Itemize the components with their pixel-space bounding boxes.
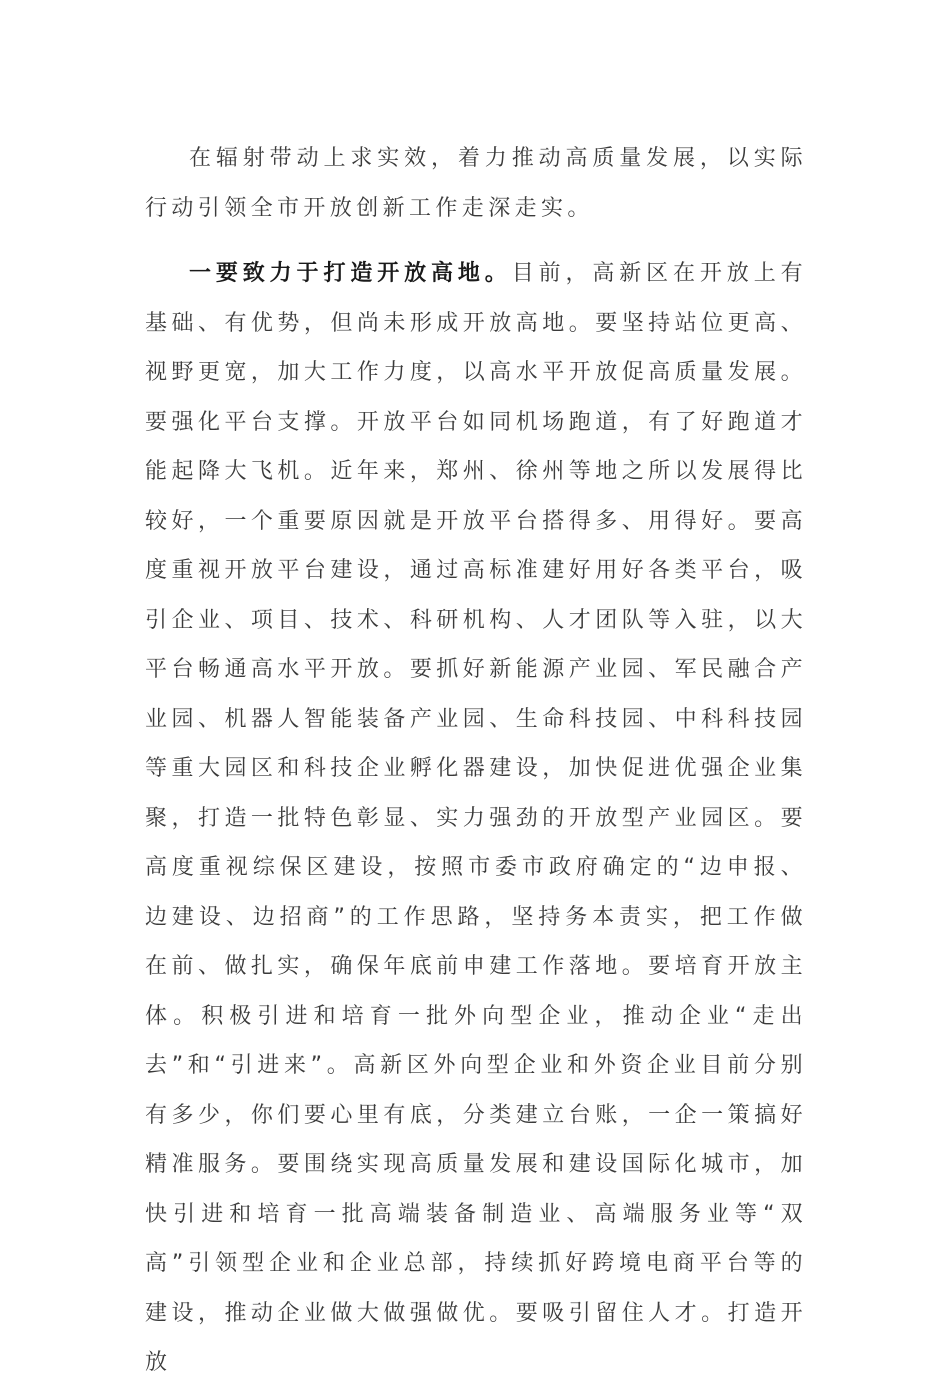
paragraph-text: 目前，高新区在开放上有基础、有优势，但尚未形成开放高地。要坚持站位更高、视野更宽，加大工作力度，以高水平开放促高质量发展。要强化平台支撑。开放平台如同机场跑道，有了好跑道才能起降大飞机。近年来，郑州、徐州等地之所以发展得比较好，一个重要原因就是开放平台搭得多、用得好。要高度重视开放平台建设，通过高标准建好用好各类平台，吸引企业、项目、技术、科研机构、人才团队等入驻，以大平台畅通高水平开放。要抓好新能源产业园、军民融合产业园、机器人智能装备产业园、生命科技园、中科科技园等重大园区和科技企业孵化器建设，加快促进优强企业集聚，打造一批特色彰显、实力强劲的开放型产业园区。要高度重视综保区建设，按照市委市政府确定的“边申报、边建设、边招商”的工作思路，坚持务本责实，把工作做在前、做扎实，确保年底前申建工作落地。要培育开放主体。积极引进和培育一批外向型企业，推动企业“走出去”和“引进来”。高新区外向型企业和外资企业目前分别有多少，你们要心里有底，分类建立台账，一企一策搞好精准服务。要围绕实现高质量发展和建设国际化城市，加快引进和培育一批高端装备制造业、高端服务业等“双高”引领型企业和企业总部，持续抓好跨境电商平台等的建设，推动企业做大做强做优。要吸引留住人才。打造开放 [145, 261, 807, 1375]
paragraph-intro [145, 134, 807, 233]
paragraph-text: 在辐射带动上求实效，着力推动高质量发展，以实际行动引领全市开放创新工作走深走实。 [145, 146, 807, 221]
paragraph-open-highland [145, 249, 807, 1388]
paragraph-heading: 一要致力于打造开放高地。 [189, 261, 512, 286]
document-page [145, 134, 807, 1388]
